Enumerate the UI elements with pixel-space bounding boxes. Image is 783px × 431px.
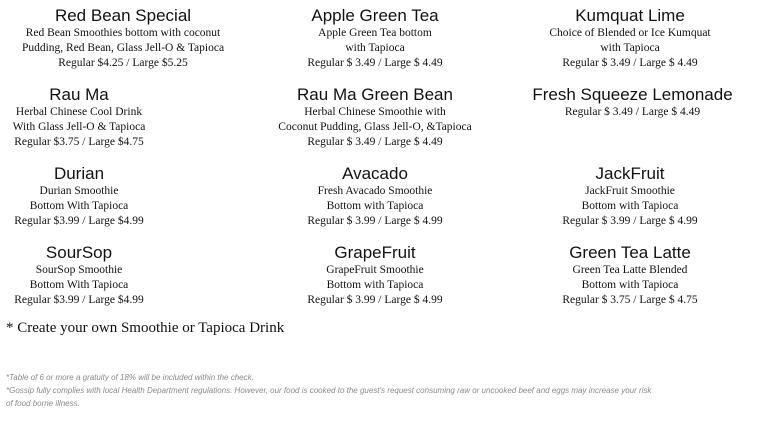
menu-item-jackfruit [525, 164, 735, 229]
item-price: Regular $ 3.99 / Large $ 4.99 [307, 294, 443, 306]
item-price: Regular $ 3.75 / Large $ 4.75 [562, 294, 698, 306]
menu-item-avacado [270, 164, 480, 229]
footnote-health: *Gossip fully complies with local Health Department regulations. However, our food is cooked to the guest's request consuming raw or uncooked beef and eggs may increase your risk [6, 386, 652, 395]
item-price: Regular $ 3.99 / Large $ 4.99 [307, 215, 443, 227]
menu-item-rau-ma-green-bean [270, 85, 480, 150]
item-name: Red Bean Special [54, 6, 192, 25]
item-name: Apple Green Tea [311, 6, 439, 25]
item-name: Green Tea Latte [569, 243, 691, 262]
menu-item-kumquat-lime [525, 6, 735, 71]
item-desc: Pudding, Red Bean, Glass Jell-O & Tapioca [21, 42, 225, 54]
menu-item-grapefruit [270, 243, 480, 308]
item-price: Regular $ 3.49 / Large $ 4.49 [307, 136, 443, 148]
item-price: Regular $3.75 / Large $4.75 [14, 136, 144, 148]
item-name: Kumquat Lime [575, 6, 685, 25]
item-name: Rau Ma Green Bean [297, 85, 453, 104]
item-desc: GrapeFruit Smoothie [326, 264, 424, 276]
item-name: JackFruit [595, 164, 665, 183]
item-price: Regular $ 3.49 / Large $ 4.49 [307, 57, 443, 69]
item-desc: JackFruit Smoothie [585, 185, 675, 197]
item-price: Regular $3.99 / Large $4.99 [14, 215, 144, 227]
item-name: Avacado [342, 164, 408, 183]
item-price: Regular $4.25 / Large $5.25 [58, 57, 188, 69]
create-your-own-note: * Create your own Smoothie or Tapioca Drink [6, 320, 285, 336]
item-price: Regular $ 3.49 / Large $ 4.49 [564, 106, 701, 118]
item-price: Regular $ 3.49 / Large $ 4.49 [562, 57, 698, 69]
item-desc: Apple Green Tea bottom [318, 27, 432, 39]
item-desc: SourSop Smoothie [35, 264, 123, 276]
item-desc: Fresh Avacado Smoothie [317, 185, 433, 197]
item-desc: Bottom with Tapioca [581, 200, 679, 212]
item-name: Rau Ma [49, 85, 109, 104]
item-desc: with Tapioca [600, 42, 660, 54]
item-desc: Coconut Pudding, Glass Jell-O, &Tapioca [278, 121, 472, 133]
menu-item-rau-ma [4, 85, 154, 150]
menu-item-red-bean-special [4, 6, 242, 71]
menu-item-apple-green-tea [270, 6, 480, 71]
item-name: Fresh Squeeze Lemonade [532, 85, 733, 104]
item-desc: Durian Smoothie [39, 185, 119, 197]
item-name: GrapeFruit [334, 243, 416, 262]
menu-item-soursop [4, 243, 154, 308]
item-desc: With Glass Jell-O & Tapioca [12, 121, 146, 133]
item-desc: Herbal Chinese Smoothie with [304, 106, 446, 118]
item-desc: Green Tea Latte Blended [572, 264, 688, 276]
item-price: Regular $ 3.99 / Large $ 4.99 [562, 215, 698, 227]
menu-item-green-tea-latte [525, 243, 735, 308]
item-desc: Bottom with Tapioca [326, 200, 424, 212]
menu-item-fresh-squeeze-lemonade [525, 85, 740, 120]
item-desc: Bottom with Tapioca [581, 279, 679, 291]
menu-item-durian [4, 164, 154, 229]
item-desc: Bottom With Tapioca [29, 200, 129, 212]
footnote-illness: of food borne illness. [6, 399, 80, 408]
item-name: Durian [53, 164, 105, 183]
item-name: SourSop [45, 243, 113, 262]
item-desc: with Tapioca [345, 42, 405, 54]
item-price: Regular $3.99 / Large $4.99 [14, 294, 144, 306]
item-desc: Bottom With Tapioca [29, 279, 129, 291]
footnote-gratuity: *Table of 6 or more a gratuity of 18% will be included within the check. [6, 373, 254, 382]
item-desc: Bottom with Tapioca [326, 279, 424, 291]
item-desc: Red Bean Smoothies bottom with coconut [25, 27, 221, 39]
item-desc: Herbal Chinese Cool Drink [15, 106, 143, 118]
item-desc: Choice of Blended or Ice Kumquat [549, 27, 711, 39]
